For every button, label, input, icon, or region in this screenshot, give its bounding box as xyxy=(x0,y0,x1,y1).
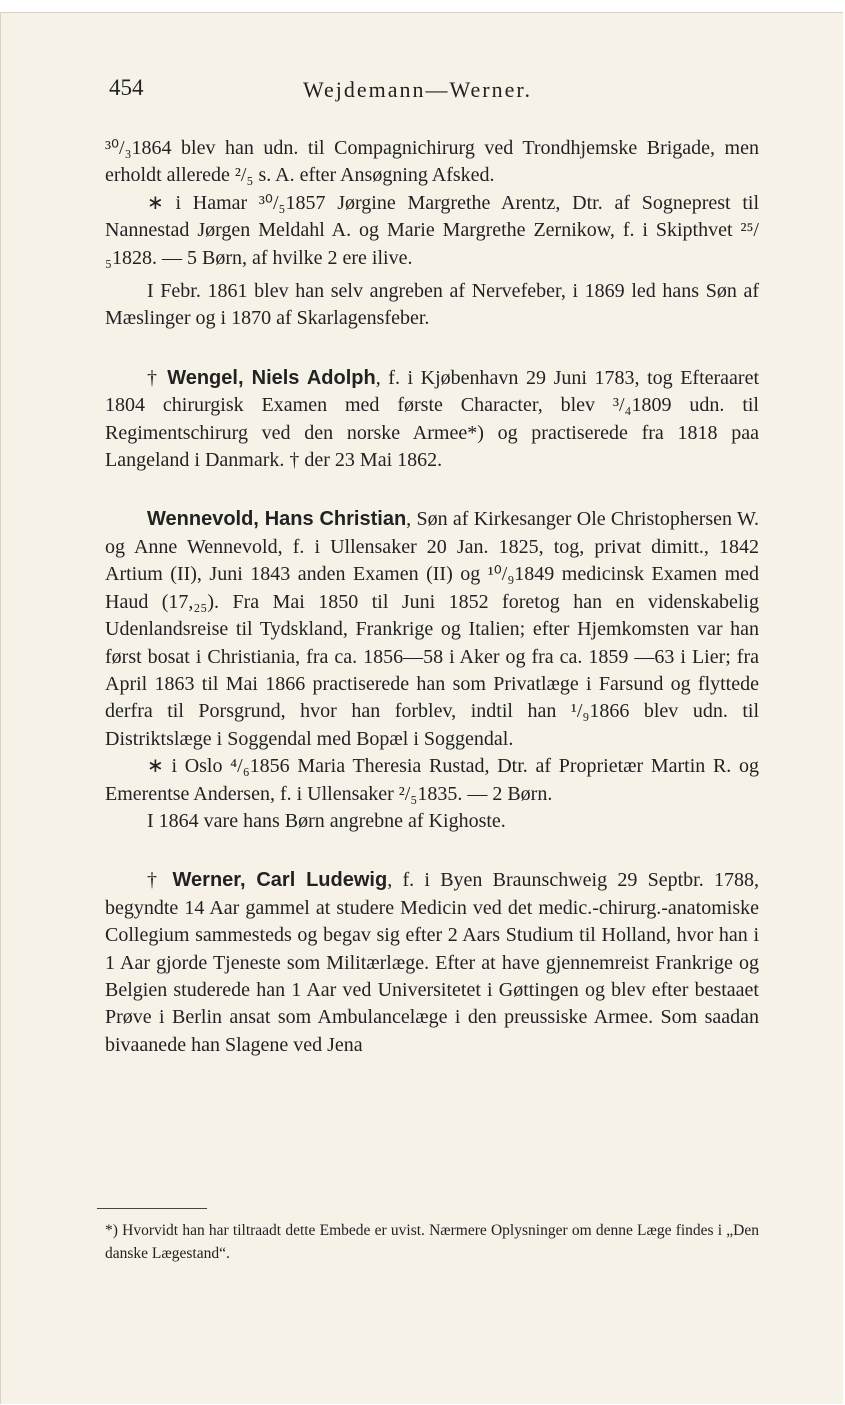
footnote-marker: *) xyxy=(105,1222,118,1239)
entry-wejdemann-marriage: ∗ i Hamar ³⁰/₅1857 Jørgine Margrethe Arentz, Dtr. af Sogneprest til Nannestad Jørgen Meldahl A. og Marie Margrethe Zernikow, f. i Skipthvet ²⁵/₅1828. — 5 Børn, af hvilke 2 ere ilive. xyxy=(105,191,759,269)
running-head: Wejdemann—Werner. xyxy=(303,77,532,102)
page-header xyxy=(109,75,759,109)
book-page xyxy=(0,12,843,1404)
entry-body: , f. i Byen Braunschweig 29 Septbr. 1788, begyndte 14 Aar gammel at studere Medicin ved det medic.-chirurg.-anatomiske Collegium sammesteds og begav sig efter 2 Aars Studium til Holland, hvor han i 1 Aar gjorde Tjeneste som Militærlæge. Efter at have gjennemreist Frankrige og Belgien studerede han 1 Aar ved Universitetet i Gøttingen og blev efter bestaaet Prøve i Berlin ansat som Ambulancelæge i den preussiske Armee. Som saadan bivaanede han Slagene ved Jena xyxy=(105,869,759,1056)
page-number: 454 xyxy=(109,75,144,100)
entry-wejdemann-illness: I Febr. 1861 blev han selv angreben af Nervefeber, i 1869 led hans Søn af Mæslinger og i 1870 af Skarlagensfeber. xyxy=(105,280,759,330)
entry-wennevold-marriage: ∗ i Oslo ⁴/₆1856 Maria Theresia Rustad, Dtr. af Proprietær Martin R. og Emerentse Andersen, f. i Ullensaker ²/₅1835. — 2 Børn. xyxy=(105,755,759,805)
entry-wejdemann-p1: ³⁰/₃1864 blev han udn. til Compagnichirurg ved Trondhjemske Brigade, men erholdt allerede ²/₅ s. A. efter Ansøgning Afsked. xyxy=(105,137,759,187)
footnote xyxy=(105,1219,759,1265)
dagger-mark: † xyxy=(147,869,163,892)
entry-wennevold-illness: I 1864 vare hans Børn angrebne af Kighoste. xyxy=(147,809,506,832)
entry-name: Werner, Carl Ludewig xyxy=(172,869,388,892)
footnote-body xyxy=(105,1219,759,1265)
main-text xyxy=(105,135,759,1059)
footnote-rule xyxy=(97,1208,207,1209)
dagger-mark: † xyxy=(147,366,160,389)
entry-body: , Søn af Kirkesanger Ole Christophersen W. og Anne Wennevold, f. i Ullensaker 20 Jan. 1825, tog, privat dimitt., 1842 Artium (II), Juni 1843 anden Examen (II) og ¹⁰/₉1849 medicinsk Examen med Haud (17,₂₅). Fra Mai 1850 til Juni 1852 foretog han en videnskabelig Udenlandsreise til Tydskland, Frankrige og Italien; efter Hjemkomsten var han først bosat i Christiania, fra ca. 1856—58 i Aker og fra ca. 1859 —63 i Lier; fra April 1863 til Mai 1866 practiserede han som Privatlæge i Farsund og flyttede derfra til Porsgrund, hvor han forblev, indtil han ¹/₉1866 blev udn. til Distriktslæge i Soggendal med Bopæl i Soggendal. xyxy=(105,508,759,750)
entry-name: Wengel, Niels Adolph xyxy=(167,366,376,389)
entry-wengel xyxy=(105,365,759,475)
entry-name: Wennevold, Hans Christian xyxy=(147,508,407,531)
entry-wennevold xyxy=(105,506,759,753)
footnote-text: Hvorvidt han har tiltraadt dette Embede er uvist. Nærmere Oplysninger om denne Læge findes i „Den danske Lægestand“. xyxy=(105,1222,760,1262)
entry-werner xyxy=(105,867,759,1059)
entry-body: , f. i Kjøbenhavn 29 Juni 1783, tog Efteraaret 1804 chirurgisk Examen med første Character, blev ³/₄1809 udn. til Regimentschirurg ved den norske Armee*) og practiserede fra 1818 paa Langeland i Danmark. † der 23 Mai 1862. xyxy=(105,366,760,472)
